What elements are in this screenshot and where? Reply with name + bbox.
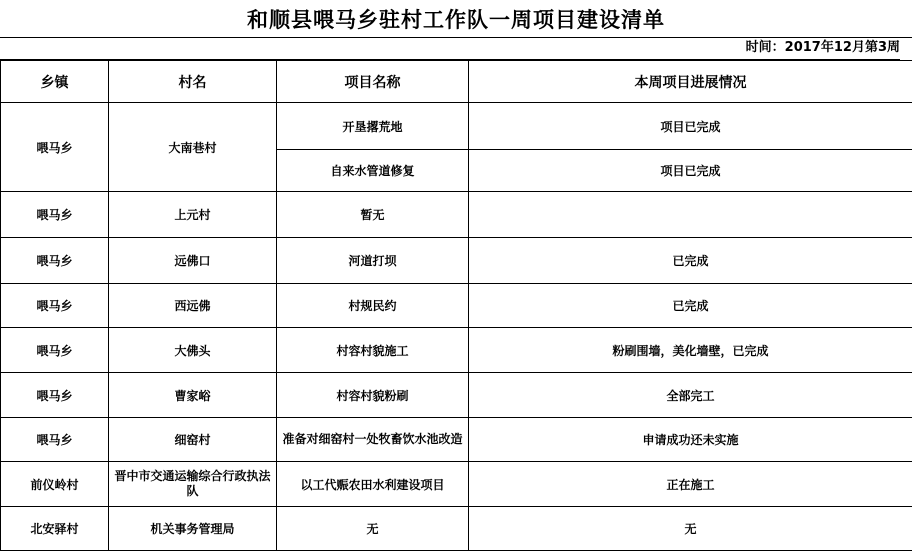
project-cell[interactable]: 村容村貌施工 xyxy=(277,328,469,373)
table-row xyxy=(1,462,912,507)
town-cell[interactable]: 喂马乡 xyxy=(1,373,109,418)
town-cell[interactable]: 喂马乡 xyxy=(1,238,109,284)
town-cell[interactable]: 前仪岭村 xyxy=(1,462,109,507)
town-cell[interactable]: 喂马乡 xyxy=(1,103,109,192)
village-cell[interactable]: 曹家峪 xyxy=(109,373,277,418)
progress-cell[interactable]: 项目已完成 xyxy=(469,103,912,150)
project-cell[interactable]: 暂无 xyxy=(277,192,469,238)
table-row xyxy=(1,507,912,551)
progress-cell[interactable]: 正在施工 xyxy=(469,462,912,507)
table-row xyxy=(1,192,912,238)
table-row xyxy=(1,373,912,418)
village-cell[interactable]: 晋中市交通运输综合行政执法队 xyxy=(109,462,277,507)
table-row xyxy=(1,418,912,462)
village-cell[interactable]: 上元村 xyxy=(109,192,277,238)
table-row xyxy=(1,103,912,150)
sheet-title: 和顺县喂马乡驻村工作队一周项目建设清单 xyxy=(0,0,912,38)
town-cell[interactable]: 喂马乡 xyxy=(1,418,109,462)
project-cell[interactable]: 无 xyxy=(277,507,469,551)
progress-cell[interactable]: 无 xyxy=(469,507,912,551)
project-cell[interactable]: 开垦撂荒地 xyxy=(277,103,469,150)
project-cell[interactable]: 河道打坝 xyxy=(277,238,469,284)
progress-cell[interactable]: 粉刷围墙，美化墙壁，已完成 xyxy=(469,328,912,373)
project-cell[interactable]: 以工代赈农田水利建设项目 xyxy=(277,462,469,507)
town-cell[interactable]: 北安驿村 xyxy=(1,507,109,551)
progress-cell[interactable]: 已完成 xyxy=(469,238,912,284)
table-row xyxy=(1,284,912,328)
town-cell[interactable]: 喂马乡 xyxy=(1,192,109,238)
date-line: 时间：2017年12月第3周 xyxy=(0,37,900,60)
project-cell[interactable]: 村容村貌粉刷 xyxy=(277,373,469,418)
project-cell[interactable]: 村规民约 xyxy=(277,284,469,328)
header-row xyxy=(1,61,912,103)
village-cell[interactable]: 远佛口 xyxy=(109,238,277,284)
town-cell[interactable]: 喂马乡 xyxy=(1,328,109,373)
progress-cell[interactable]: 申请成功还未实施 xyxy=(469,418,912,462)
project-cell[interactable]: 自来水管道修复 xyxy=(277,150,469,192)
village-cell[interactable]: 大南巷村 xyxy=(109,103,277,192)
header-progress: 本周项目进展情况 xyxy=(469,61,912,103)
table-row xyxy=(1,238,912,284)
progress-cell[interactable]: 全部完工 xyxy=(469,373,912,418)
header-village: 村名 xyxy=(109,61,277,103)
village-cell[interactable]: 细窑村 xyxy=(109,418,277,462)
village-cell[interactable]: 机关事务管理局 xyxy=(109,507,277,551)
header-town: 乡镇 xyxy=(1,61,109,103)
village-cell[interactable]: 大佛头 xyxy=(109,328,277,373)
progress-cell[interactable] xyxy=(469,192,912,238)
table-row xyxy=(1,328,912,373)
project-table xyxy=(0,60,912,551)
village-cell[interactable]: 西远佛 xyxy=(109,284,277,328)
progress-cell[interactable]: 已完成 xyxy=(469,284,912,328)
progress-cell[interactable]: 项目已完成 xyxy=(469,150,912,192)
project-cell[interactable]: 准备对细窑村一处牧畜饮水池改造 xyxy=(277,418,469,462)
town-cell[interactable]: 喂马乡 xyxy=(1,284,109,328)
header-project: 项目名称 xyxy=(277,61,469,103)
